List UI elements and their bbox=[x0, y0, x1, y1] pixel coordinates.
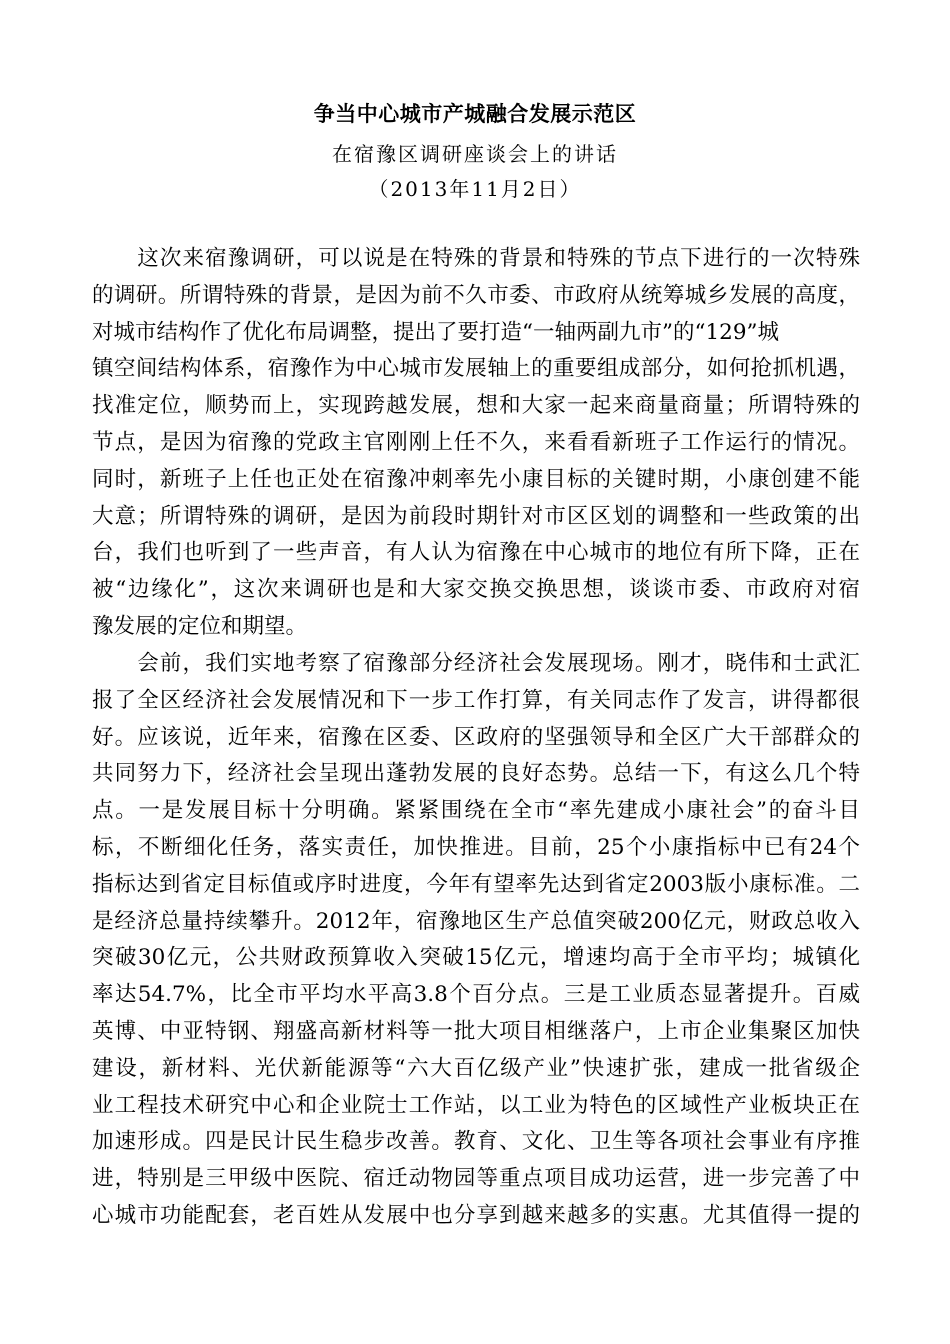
paragraph-1 bbox=[92, 241, 860, 646]
text-line: 找准定位，顺势而上，实现跨越发展，想和大家一起来商量商量；所谓特殊的 bbox=[92, 393, 860, 419]
text-line: 标，不断细化任务，落实责任，加快推进。目前，25个小康指标中已有24个 bbox=[92, 834, 860, 860]
text-line: 加速形成。四是民计民生稳步改善。教育、文化、卫生等各项社会事业有序推 bbox=[92, 1129, 860, 1155]
text-line: 进，特别是三甲级中医院、宿迁动物园等重点项目成功运营，进一步完善了中 bbox=[92, 1166, 860, 1192]
text-line: 心城市功能配套，老百姓从发展中也分享到越来越多的实惠。尤其值得一提的 bbox=[92, 1202, 860, 1228]
text-line: 对城市结构作了优化布局调整，提出了要打造“一轴两副九市”的“129”城 bbox=[92, 319, 780, 345]
text-line: 同时，新班子上任也正处在宿豫冲刺率先小康目标的关键时期，小康创建不能 bbox=[92, 466, 860, 492]
text-line: 共同努力下，经济社会呈现出蓬勃发展的良好态势。总结一下，有这么几个特 bbox=[92, 761, 860, 787]
text-line: 豫发展的定位和期望。 bbox=[92, 613, 308, 639]
document-title: 争当中心城市产城融合发展示范区 bbox=[313, 101, 637, 126]
text-line: 节点，是因为宿豫的党政主官刚刚上任不久，来看看新班子工作运行的情况。 bbox=[92, 429, 860, 455]
text-line: 指标达到省定目标值或序时进度，今年有望率先达到省定2003版小康标准。二 bbox=[92, 871, 860, 897]
text-line: 业工程技术研究中心和企业院士工作站，以工业为特色的区域性产业板块正在 bbox=[92, 1092, 860, 1118]
text-line: 被“边缘化”，这次来调研也是和大家交换交换思想，谈谈市委、市政府对宿 bbox=[92, 577, 860, 603]
document-subtitle: 在宿豫区调研座谈会上的讲话 bbox=[332, 142, 618, 166]
document-date: （2013年11月2日） bbox=[368, 177, 582, 201]
text-line: 镇空间结构体系，宿豫作为中心城市发展轴上的重要组成部分，如何抢抓机遇， bbox=[92, 356, 860, 382]
text-line: 这次来宿豫调研，可以说是在特殊的背景和特殊的节点下进行的一次特殊 bbox=[92, 246, 860, 271]
text-line: 台，我们也听到了一些声音，有人认为宿豫在中心城市的地位有所下降，正在 bbox=[92, 540, 860, 566]
text-line: 的调研。所谓特殊的背景，是因为前不久市委、市政府从统筹城乡发展的高度， bbox=[92, 282, 860, 308]
text-line: 大意；所谓特殊的调研，是因为前段时期针对市区区划的调整和一些政策的出 bbox=[92, 503, 860, 529]
text-line: 点。一是发展目标十分明确。紧紧围绕在全市“率先建成小康社会”的奋斗目 bbox=[92, 798, 860, 824]
text-line: 英博、中亚特钢、翔盛高新材料等一批大项目相继落户，上市企业集聚区加快 bbox=[92, 1018, 860, 1044]
text-line: 建设，新材料、光伏新能源等“六大百亿级产业”快速扩张，建成一批省级企 bbox=[92, 1055, 860, 1081]
text-line: 率达54.7%，比全市平均水平高3.8个百分点。三是工业质态显著提升。百威 bbox=[92, 982, 860, 1008]
text-line: 突破30亿元，公共财政预算收入突破15亿元，增速均高于全市平均；城镇化 bbox=[92, 945, 860, 971]
paragraph-2 bbox=[92, 646, 860, 1235]
text-line: 报了全区经济社会发展情况和下一步工作打算，有关同志作了发言，讲得都很 bbox=[92, 687, 860, 713]
text-line: 好。应该说，近年来，宿豫在区委、区政府的坚强领导和全区广大干部群众的 bbox=[92, 724, 860, 750]
text-line: 是经济总量持续攀升。2012年，宿豫地区生产总值突破200亿元，财政总收入 bbox=[92, 908, 860, 934]
text-line: 会前，我们实地考察了宿豫部分经济社会发展现场。刚才，晓伟和士武汇 bbox=[92, 651, 860, 676]
